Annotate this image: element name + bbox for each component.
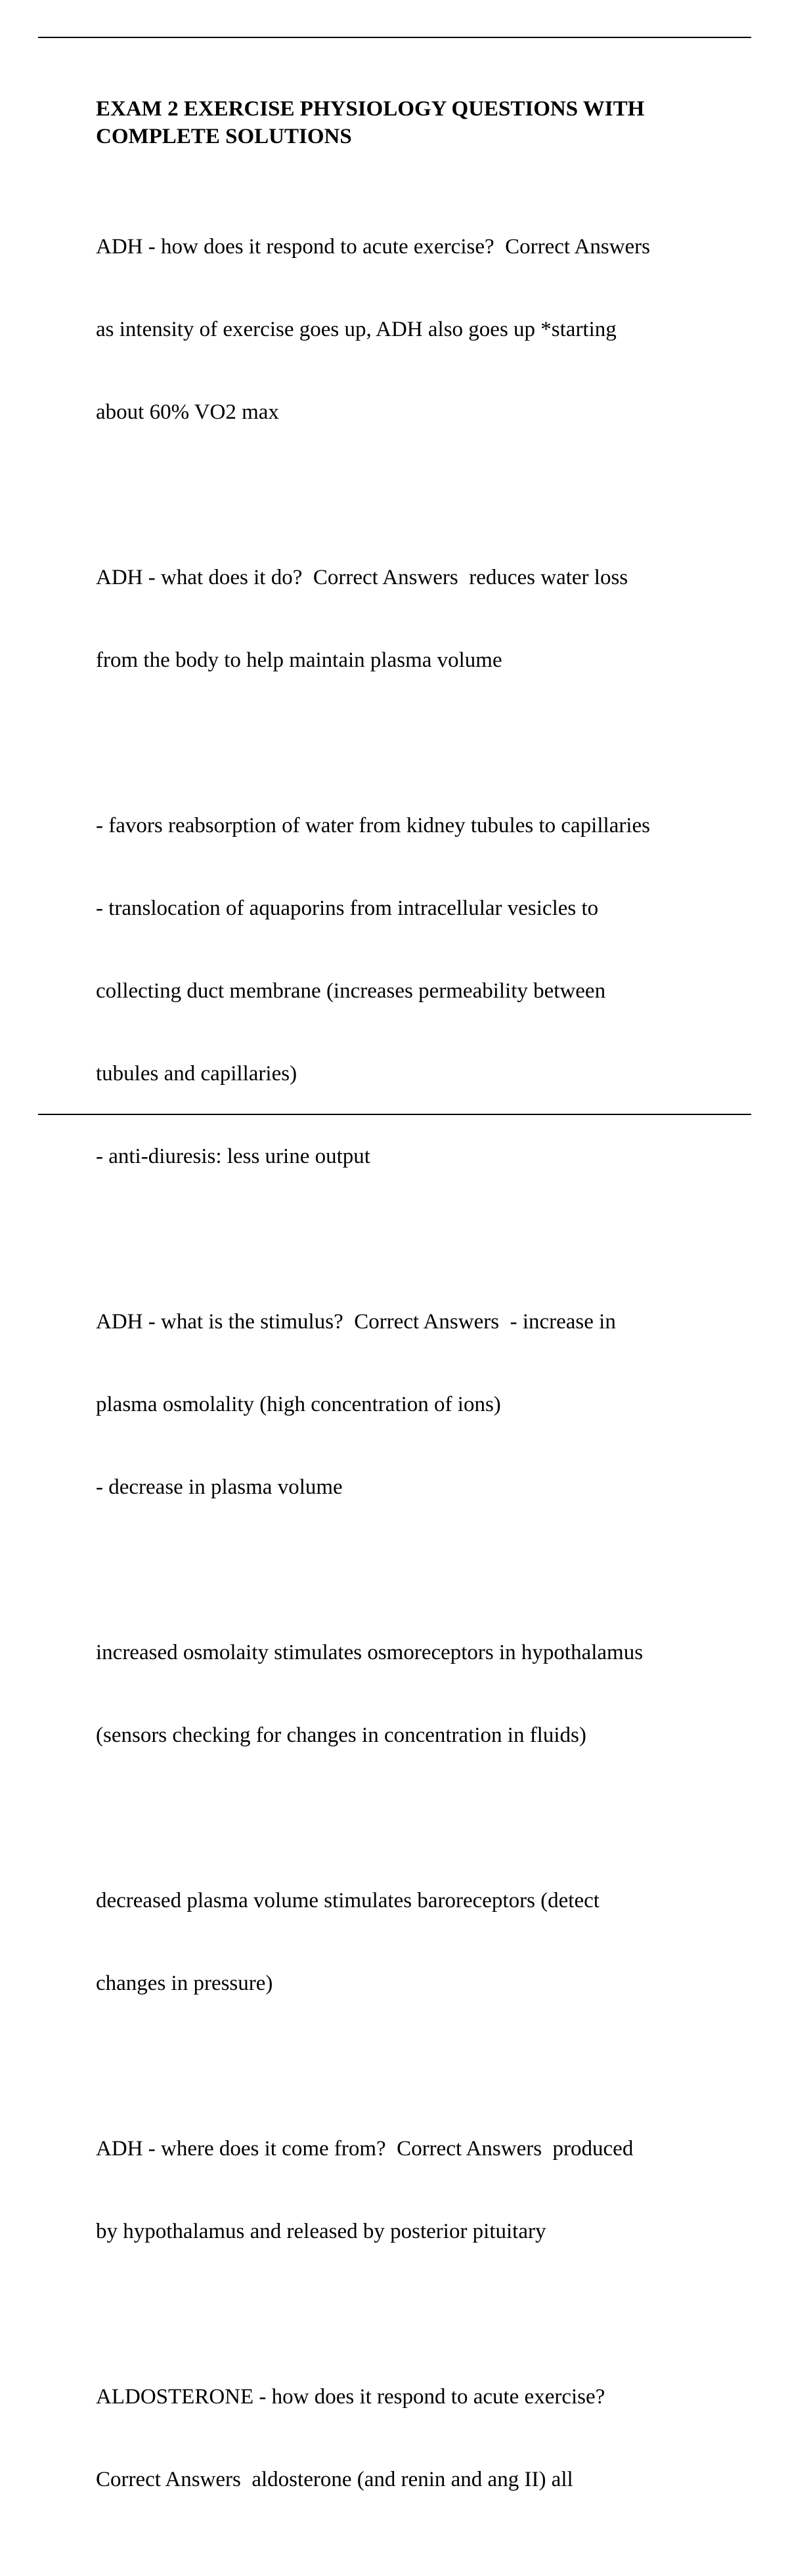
baroreceptors-note [96,1832,726,2052]
text-line: - anti-diuresis: less urine output [96,1145,370,1168]
bottom-divider [38,1114,751,1115]
text-line: decreased plasma volume stimulates baroreceptors (detect [96,1889,600,1912]
text-line: - decrease in plasma volume [96,1475,343,1499]
text-line: about 60% VO2 max [96,400,279,424]
text-line: increased osmolaity stimulates osmoreceptors in hypothalamus [96,1641,644,1664]
text-line: ALDOSTERONE - how does it respond to acute exercise? [96,2385,605,2409]
text-line: Correct Answers aldosterone (and renin and ang II) all [96,2468,573,2491]
qa-adh-function [96,509,726,729]
qa-adh-stimulus [96,1253,726,1556]
top-divider [38,37,751,38]
qa-aldosterone-acute-exercise [96,2328,726,2548]
text-line: ADH - how does it respond to acute exercise? Correct Answers [96,235,650,259]
document-title [96,95,726,150]
text-line: - translocation of aquaporins from intracellular vesicles to [96,897,599,920]
text-line: as intensity of exercise goes up, ADH also goes up *starting [96,318,617,341]
title-line-1: EXAM 2 EXERCISE PHYSIOLOGY QUESTIONS WITH [96,97,645,121]
qa-adh-origin [96,2080,726,2300]
document-body [96,95,726,2576]
text-line: - favors reabsorption of water from kidney tubules to capillaries [96,814,650,837]
title-line-2: COMPLETE SOLUTIONS [96,125,352,148]
text-line: changes in pressure) [96,1972,273,1995]
text-line: (sensors checking for changes in concentration in fluids) [96,1723,586,1747]
text-line: from the body to help maintain plasma volume [96,648,502,672]
text-line: ADH - what is the stimulus? Correct Answers - increase in [96,1310,616,1334]
adh-function-details [96,757,726,1225]
qa-adh-acute-exercise [96,178,726,481]
text-line: ADH - what does it do? Correct Answers reduces water loss [96,566,628,589]
text-line: collecting duct membrane (increases permeability between [96,979,606,1003]
text-line: tubules and capillaries) [96,1062,297,1086]
text-line: ADH - where does it come from? Correct Answers produced [96,2137,634,2161]
osmoreceptors-note [96,1584,726,1804]
text-line: plasma osmolality (high concentration of ions) [96,1393,501,1416]
text-line: by hypothalamus and released by posterior pituitary [96,2220,546,2243]
